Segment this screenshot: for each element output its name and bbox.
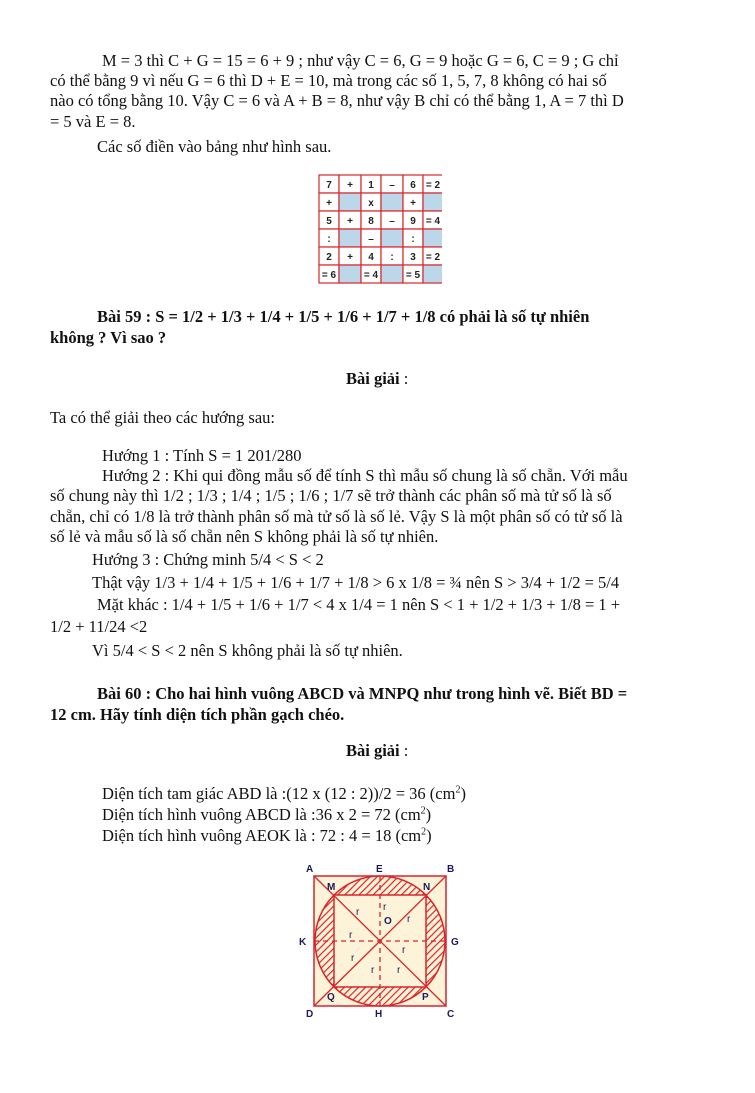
bai59-solution-heading: Bài giải :: [346, 369, 409, 388]
label-h: H: [375, 1009, 383, 1020]
radius-label: r: [383, 902, 387, 913]
bai59-h3a: Thật vậy 1/3 + 1/4 + 1/5 + 1/6 + 1/7 + 1/8 > 6 x 1/8 = ¾ nên S > 3/4 + 1/2 = 5/4: [92, 573, 620, 592]
grid-cell-text: –: [368, 234, 374, 245]
grid-cell: [423, 193, 442, 211]
bai60-title-2: 12 cm. Hãy tính diện tích phần gạch chéo.: [50, 705, 345, 724]
grid-cell-text: = 4: [425, 216, 441, 227]
bai59-h3b: Mặt khác : 1/4 + 1/5 + 1/6 + 1/7 < 4 x 1/4 = 1 nên S < 1 + 1/2 + 1/3 + 1/8 = 1 +: [97, 595, 621, 614]
bai59-h2c: chẵn, chỉ có 1/8 là trở thành phân số mà tử số là số lẻ. Vậy S là một phân số có tử số là: [50, 507, 623, 526]
grid-cell: [381, 265, 403, 283]
grid-cell-text: :: [411, 234, 415, 245]
bai59-h2d: số lẻ và mẫu số là số chẵn nên S không phải là số tự nhiên.: [50, 527, 439, 546]
grid-cell: [381, 193, 403, 211]
grid-cell-text: –: [389, 180, 395, 191]
bai59-h3d: Vì 5/4 < S < 2 nên S không phải là số tự nhiên.: [92, 641, 403, 660]
label-n: N: [423, 882, 431, 893]
grid-cell-text: 6: [410, 180, 416, 191]
grid-cell: [339, 229, 361, 247]
bai60-title-1: Bài 60 : Cho hai hình vuông ABCD và MNPQ như trong hình vẽ. Biết BD =: [97, 684, 628, 703]
grid-cell: [423, 265, 442, 283]
intro-line-4: = 5 và E = 8.: [50, 112, 136, 131]
grid-cell-text: +: [347, 216, 353, 227]
grid-cell-text: :: [390, 252, 394, 263]
grid-cell-text: 8: [368, 216, 374, 227]
grid-cell-text: x: [368, 198, 374, 209]
grid-cell-text: = 2: [425, 180, 441, 191]
grid-cell-text: 1: [368, 180, 374, 191]
label-o: O: [384, 916, 392, 927]
grid-cell-text: 2: [326, 252, 332, 263]
radius-label: r: [402, 945, 406, 956]
grid-cell: [339, 265, 361, 283]
grid-cell: [381, 229, 403, 247]
label-c: C: [447, 1009, 455, 1020]
bai59-h1: Hướng 1 : Tính S = 1 201/280: [102, 446, 302, 465]
grid-cell-text: = 2: [425, 252, 441, 263]
bai60-line-2: Diện tích hình vuông ABCD là :36 x 2 = 72 $(cm^2)$: [102, 805, 432, 824]
radius-label: r: [351, 953, 355, 964]
bai59-h2a: Hướng 2 : Khi qui đồng mẫu số để tính S thì mẫu số chung là số chẵn. Với mẫu: [102, 466, 628, 485]
number-grid: [318, 174, 442, 284]
grid-cell-text: 4: [368, 252, 374, 263]
grid-cell-text: = 5: [405, 270, 421, 281]
bai59-h2b: số chung này thì 1/2 ; 1/3 ; 1/4 ; 1/5 ; 1/6 ; 1/7 sẽ trở thành các phân số mà tử số là số: [50, 486, 612, 505]
label-m: M: [327, 882, 336, 893]
intro-line-3: nào có tổng bằng 10. Vậy C = 6 và A + B = 8, như vậy B chỉ có thể bằng 1, A = 7 thì D: [50, 91, 624, 110]
radius-label: r: [407, 914, 411, 925]
grid-cell-text: –: [389, 216, 395, 227]
grid-cell-text: = 6: [321, 270, 337, 281]
bai60-line-3: Diện tích hình vuông AEOK là : 72 : 4 = 18 $(cm^2)$: [102, 826, 432, 845]
label-p: P: [422, 992, 429, 1003]
label-g: G: [451, 937, 459, 948]
grid-cell-text: :: [327, 234, 331, 245]
intro-line-2: có thể bằng 9 vì nếu G = 6 thì D + E = 10, mà trong các số 1, 5, 7, 8 không có hai số: [50, 71, 607, 90]
grid-cell-text: 9: [410, 216, 416, 227]
label-d: D: [306, 1009, 314, 1020]
grid-cell-text: 3: [410, 252, 416, 263]
label-k: K: [299, 937, 307, 948]
bai59-title-1: Bài 59 : S = 1/2 + 1/3 + 1/4 + 1/5 + 1/6 + 1/7 + 1/8 có phải là số tự nhiên: [97, 307, 590, 326]
bai59-intro: Ta có thể giải theo các hướng sau:: [50, 408, 275, 427]
grid-cell-text: 5: [326, 216, 332, 227]
label-b: B: [447, 864, 455, 875]
bai60-solution-heading: Bài giải :: [346, 741, 409, 760]
label-a: A: [306, 864, 314, 875]
radius-label: r: [349, 930, 353, 941]
bai59-h3c: 1/2 + 11/24 <2: [50, 617, 148, 636]
radius-label: r: [356, 907, 360, 918]
bai60-line-1: Diện tích tam giác ABD là :(12 x (12 : 2))/2 = 36 $(cm^2)$: [102, 784, 466, 803]
grid-cell-text: +: [326, 198, 332, 209]
radius-label: r: [371, 965, 375, 976]
grid-cell-text: = 4: [363, 270, 379, 281]
grid-cell-text: +: [410, 198, 416, 209]
grid-cell-text: +: [347, 252, 353, 263]
radius-label: r: [397, 965, 401, 976]
label-e: E: [376, 864, 383, 875]
intro-line-1: M = 3 thì C + G = 15 = 6 + 9 ; như vậy C = 6, G = 9 hoặc G = 6, C = 9 ; G chỉ: [102, 51, 619, 70]
grid-cell-text: 7: [326, 180, 332, 191]
intro-line-5: Các số điền vào bảng như hình sau.: [97, 137, 332, 156]
square-figure: [296, 858, 468, 1024]
bai59-title-2: không ? Vì sao ?: [50, 328, 167, 347]
grid-cell: [339, 193, 361, 211]
label-q: Q: [327, 992, 335, 1003]
grid-cell-text: +: [347, 180, 353, 191]
grid-cell: [423, 229, 442, 247]
bai59-h3: Hướng 3 : Chứng minh 5/4 < S < 2: [92, 550, 324, 569]
